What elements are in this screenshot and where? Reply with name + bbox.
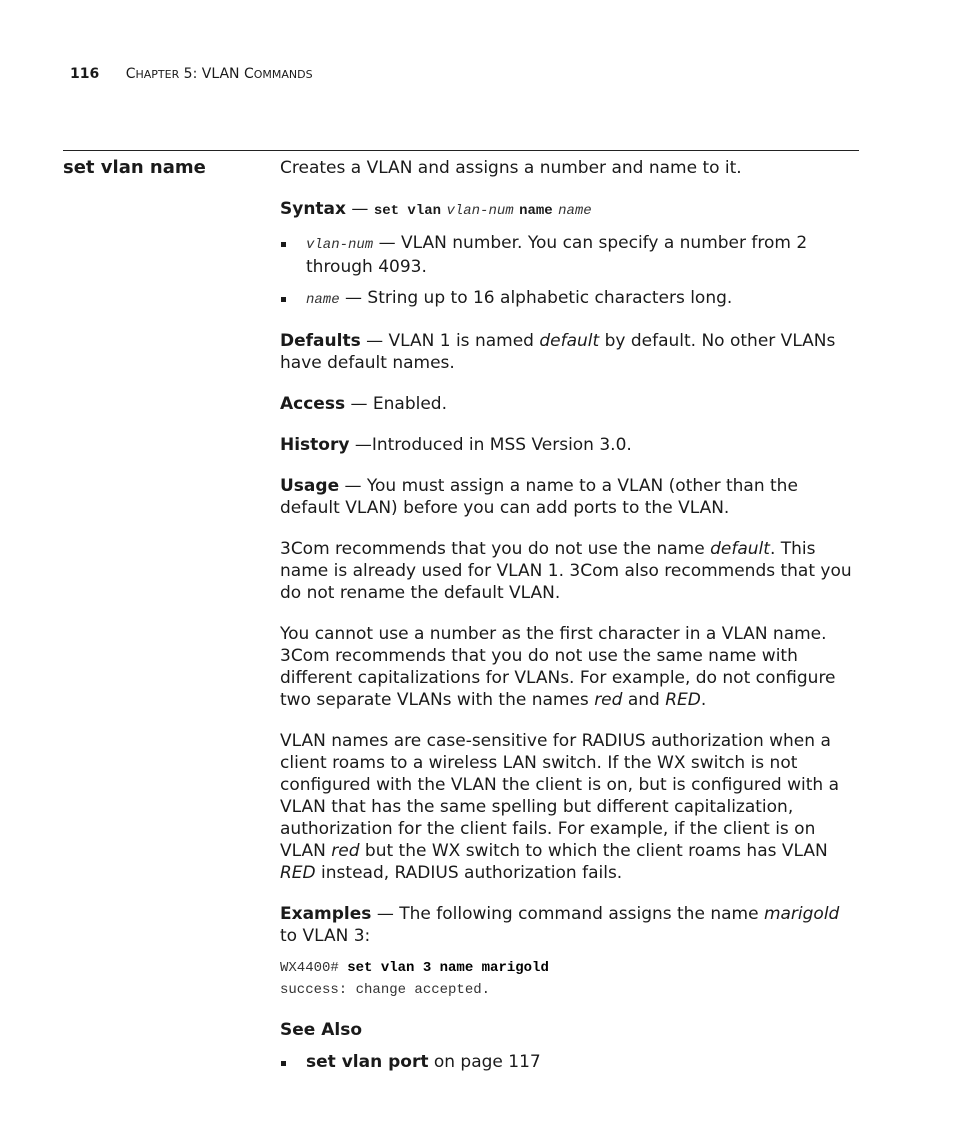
- see-also-link[interactable]: set vlan port: [306, 1052, 429, 1072]
- usage-paragraph-4: VLAN names are case-sensitive for RADIUS authorization when a client roams to a wireless LAN switch. If the WX switch is not configured with the VLAN the client is on, but is configured with a VLAN that has the same spelling but different capitalization, authorization for the client fails. For example, if the client is on VLAN red but the WX switch to which the client roams has VLAN RED instead, RADIUS authorization fails.: [280, 731, 840, 883]
- access-paragraph: Access — Enabled.: [280, 394, 447, 414]
- usage-paragraph: Usage — You must assign a name to a VLAN (other than the default VLAN) before you can add ports to the VLAN.: [280, 476, 798, 518]
- intro-paragraph: Creates a VLAN and assigns a number and name to it.: [280, 158, 742, 178]
- running-header: [70, 66, 313, 82]
- defaults-paragraph: Defaults — VLAN 1 is named default by default. No other VLANs have default names.: [280, 331, 836, 373]
- usage-paragraph-3: You cannot use a number as the first character in a VLAN name. 3Com recommends that you do not use the same name with different capitalizations for VLANs. For example, do not configure two separate VLANs with the names red and RED.: [280, 624, 836, 710]
- see-also-list: [280, 1051, 860, 1073]
- list-item: set vlan port on page 117: [280, 1051, 860, 1073]
- list-item: name — String up to 16 alphabetic characters long.: [280, 287, 860, 311]
- code-output: success: change accepted.: [280, 982, 491, 998]
- examples-paragraph: Examples — The following command assigns the name marigold to VLAN 3:: [280, 904, 840, 946]
- usage-paragraph-2: 3Com recommends that you do not use the name default. This name is already used for VLAN 1. 3Com also recommends that you do not rename the default VLAN.: [280, 539, 852, 603]
- history-paragraph: History —Introduced in MSS Version 3.0.: [280, 435, 632, 455]
- section-rule: [63, 150, 859, 151]
- list-item: vlan-num — VLAN number. You can specify a number from 2 through 4093.: [280, 232, 860, 278]
- code-command: set vlan 3 name marigold: [347, 960, 549, 976]
- parameter-list: [280, 232, 860, 311]
- chapter-title: CHAPTER 5: VLAN COMMANDS: [125, 66, 313, 82]
- code-example: [280, 957, 860, 1001]
- section-body: [280, 157, 860, 1092]
- see-also-heading: See Also: [280, 1020, 363, 1040]
- page-number: 116: [70, 66, 100, 82]
- syntax-line: Syntax — set vlan vlan-num name name: [280, 199, 592, 219]
- code-prompt: WX4400#: [280, 960, 348, 976]
- section-title: set vlan name: [63, 157, 206, 178]
